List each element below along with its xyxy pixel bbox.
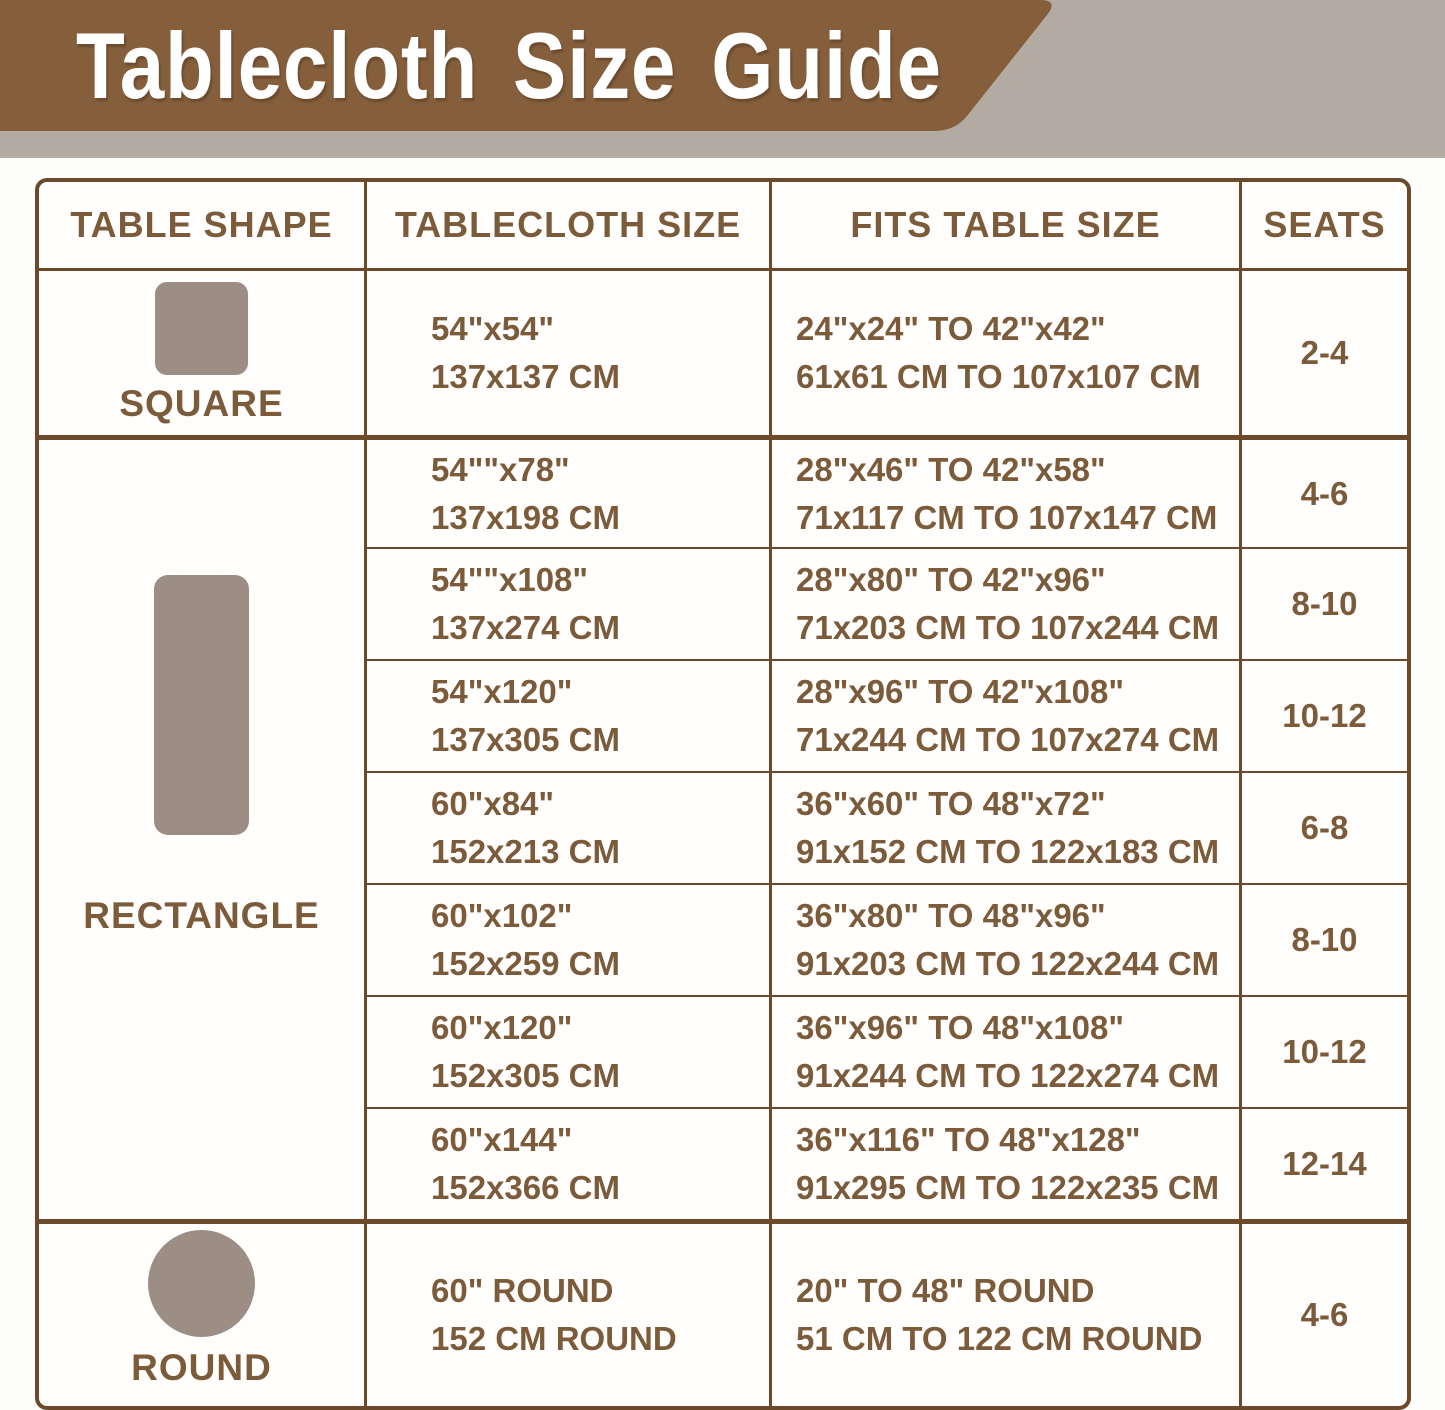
size-cm: 137x305 CM [431, 721, 620, 758]
fits-table-size-cell [769, 659, 1239, 771]
seats-cell [1239, 268, 1407, 435]
fits-inches: 20" TO 48" ROUND [796, 1272, 1095, 1309]
fits-inches: 28"x80" TO 42"x96" [796, 561, 1106, 598]
seats-cell [1239, 1107, 1407, 1219]
seats-cell [1239, 547, 1407, 659]
size-cm: 152 CM ROUND [431, 1320, 677, 1357]
tablecloth-size-cell [364, 1219, 769, 1406]
size-cm: 152x366 CM [431, 1169, 620, 1206]
seats-value: 8-10 [1291, 585, 1358, 622]
fits-table-size-cell [769, 268, 1239, 435]
shape-label-square: SQUARE [119, 382, 284, 424]
header-label: SEATS [1263, 204, 1386, 245]
fits-inches: 36"x80" TO 48"x96" [796, 897, 1106, 934]
size-cm: 137x137 CM [431, 358, 620, 395]
round-shape-icon [148, 1230, 255, 1337]
fits-inches: 28"x96" TO 42"x108" [796, 673, 1125, 710]
size-cm: 137x198 CM [431, 498, 620, 536]
fits-inches: 36"x116" TO 48"x128" [796, 1121, 1141, 1158]
header-band [0, 0, 1445, 158]
fits-cm: 71x244 CM TO 107x274 CM [796, 721, 1220, 758]
size-inches: 60"x144" [431, 1121, 573, 1158]
column-header-seats [1239, 182, 1407, 268]
fits-cm: 91x244 CM TO 122x274 CM [796, 1057, 1220, 1094]
tablecloth-size-cell [364, 883, 769, 995]
seats-cell [1239, 995, 1407, 1107]
fits-cm: 71x203 CM TO 107x244 CM [796, 609, 1220, 646]
fits-cm: 91x152 CM TO 122x183 CM [796, 833, 1220, 870]
seats-value: 10-12 [1282, 697, 1367, 734]
tablecloth-size-cell [364, 435, 769, 547]
seats-value: 6-8 [1300, 809, 1349, 846]
shape-label-rectangle: RECTANGLE [83, 894, 320, 936]
size-cm: 152x213 CM [431, 833, 620, 870]
seats-value: 2-4 [1300, 334, 1349, 371]
tablecloth-size-cell [364, 268, 769, 435]
seats-cell [1239, 771, 1407, 883]
fits-table-size-cell [769, 1219, 1239, 1406]
seats-value: 12-14 [1282, 1145, 1367, 1182]
size-inches: 60"x120" [431, 1009, 573, 1046]
size-inches: 54"x120" [431, 673, 573, 710]
fits-cm: 51 CM TO 122 CM ROUND [796, 1320, 1203, 1357]
size-cm: 152x259 CM [431, 945, 620, 982]
fits-table-size-cell [769, 547, 1239, 659]
size-inches: 60" ROUND [431, 1272, 614, 1309]
shape-cell-square [39, 268, 364, 435]
seats-value: 4-6 [1300, 474, 1349, 512]
seats-value: 4-6 [1300, 1296, 1349, 1333]
header-label: FITS TABLE SIZE [850, 204, 1161, 245]
tablecloth-size-cell [364, 771, 769, 883]
seats-cell [1239, 435, 1407, 547]
size-inches: 54""x108" [431, 561, 589, 598]
size-guide-table [35, 178, 1411, 1410]
column-header-fits-table-size [769, 182, 1239, 268]
fits-cm: 91x203 CM TO 122x244 CM [796, 945, 1220, 982]
seats-cell [1239, 883, 1407, 995]
fits-inches: 36"x60" TO 48"x72" [796, 785, 1106, 822]
header-label: TABLE SHAPE [70, 204, 333, 245]
size-cm: 152x305 CM [431, 1057, 620, 1094]
seats-cell [1239, 1219, 1407, 1406]
seats-value: 10-12 [1282, 1033, 1367, 1070]
seats-value: 8-10 [1291, 921, 1358, 958]
fits-table-size-cell [769, 435, 1239, 547]
fits-cm: 91x295 CM TO 122x235 CM [796, 1169, 1220, 1206]
seats-cell [1239, 659, 1407, 771]
size-inches: 54"x54" [431, 310, 555, 347]
shape-cell-round [39, 1219, 364, 1406]
size-inches: 54""x78" [431, 450, 570, 488]
fits-cm: 71x117 CM TO 107x147 CM [796, 498, 1218, 536]
tablecloth-size-cell [364, 547, 769, 659]
tablecloth-size-cell [364, 995, 769, 1107]
column-header-tablecloth-size [364, 182, 769, 268]
fits-table-size-cell [769, 1107, 1239, 1219]
page-title: Tablecloth Size Guide [76, 13, 942, 118]
fits-table-size-cell [769, 995, 1239, 1107]
tablecloth-size-cell [364, 659, 769, 771]
fits-table-size-cell [769, 883, 1239, 995]
square-shape-icon [155, 282, 248, 375]
size-cm: 137x274 CM [431, 609, 620, 646]
fits-table-size-cell [769, 771, 1239, 883]
column-header-table-shape [39, 182, 364, 268]
rectangle-shape-icon [154, 575, 249, 835]
size-inches: 60"x84" [431, 785, 555, 822]
fits-inches: 36"x96" TO 48"x108" [796, 1009, 1125, 1046]
shape-label-round: ROUND [131, 1347, 272, 1388]
shape-cell-rectangle [39, 435, 364, 1219]
size-inches: 60"x102" [431, 897, 573, 934]
tablecloth-size-cell [364, 1107, 769, 1219]
header-label: TABLECLOTH SIZE [394, 204, 742, 245]
fits-cm: 61x61 CM TO 107x107 CM [796, 358, 1201, 395]
fits-inches: 24"x24" TO 42"x42" [796, 310, 1106, 347]
fits-inches: 28"x46" TO 42"x58" [796, 450, 1106, 488]
